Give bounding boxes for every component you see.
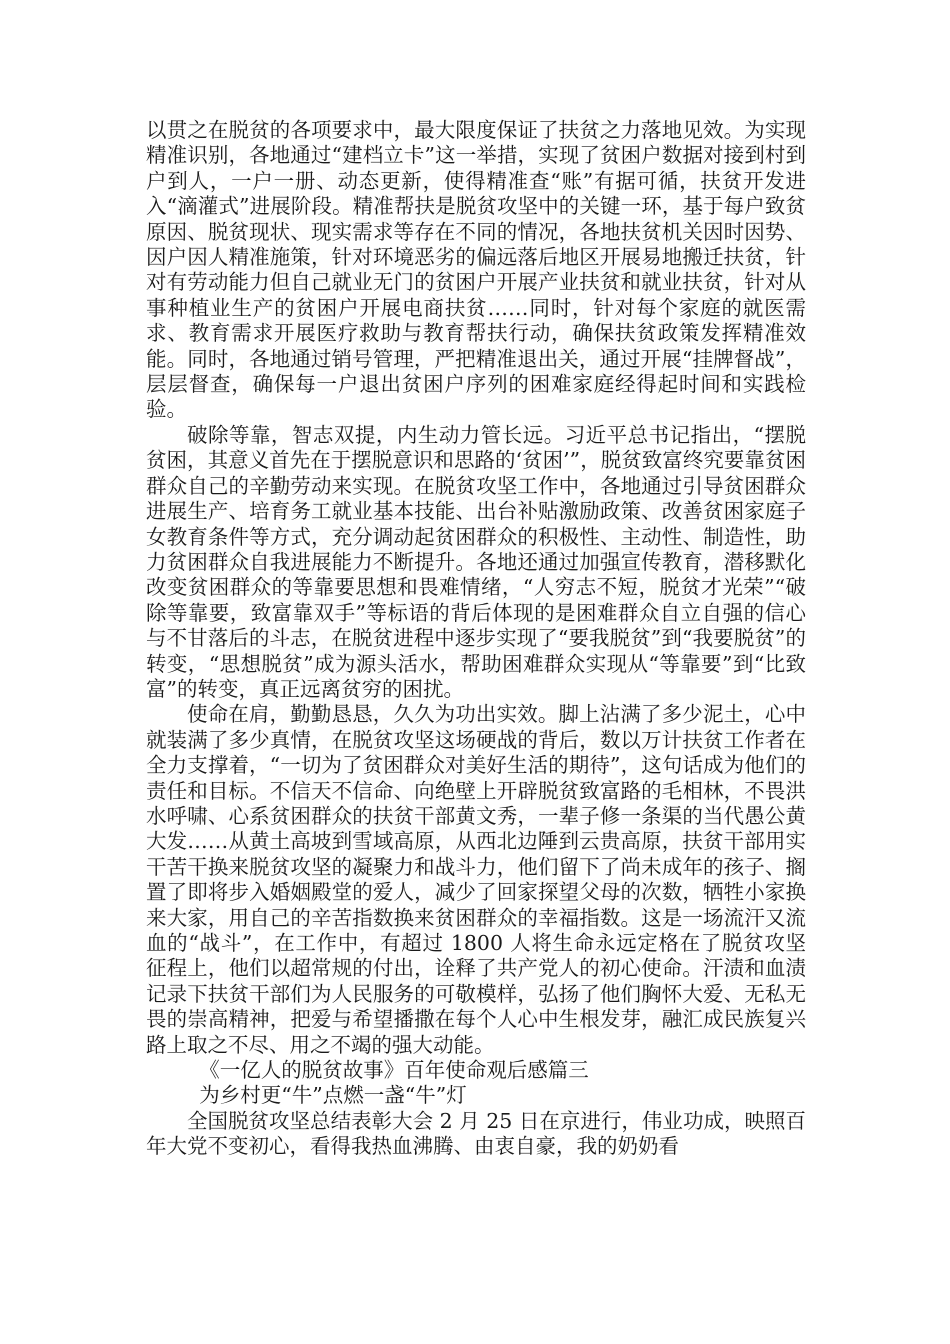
- paragraph-closing: 全国脱贫攻坚总结表彰大会 2 月 25 日在京进行，伟业功成，映照百年大党不变初心，看得我热血沸腾、由衷自豪，我的奶奶看: [146, 1108, 806, 1159]
- section-title: 《一亿人的脱贫故事》百年使命观后感篇三: [199, 1058, 589, 1083]
- paragraph-mission-cadres: 使命在肩，勤勤恳恳，久久为功出实效。脚上沾满了多少泥土，心中就装满了多少真情，在脱贫攻坚这场硬战的背后，数以万计扶贫工作者在全力支撑着，“一切为了贫困群众对美好生活的期待”，这句话成为他们的责任和目标。不信天不信命、向绝壁上开辟脱贫致富路的毛相林，不畏洪水呼啸、心系贫困群众的扶贫干部黄文秀，一辈子修一条渠的当代愚公黄大发……从黄土高坡到雪域高原，从西北边陲到云贵高原，扶贫干部用实干苦干换来脱贫攻坚的凝聚力和战斗力，他们留下了尚未成年的孩子、搁置了即将步入婚姻殿堂的爱人，减少了回家探望父母的次数，牺牲小家换来大家，用自己的辛苦指数换来贫困群众的幸福指数。这是一场流汗又流血的“战斗”，在工作中，有超过 1800 人将生命永远定格在了脱贫攻坚征程上，他们以超常规的付出，诠释了共产党人的初心使命。汗渍和血渍记录下扶贫干部们为人民服务的可敬模样，弘扬了他们胸怀大爱、无私无畏的崇高精神，把爱与希望播撒在每个人心中生根发芽，融汇成民族复兴路上取之不尽、用之不竭的强大动能。: [146, 702, 806, 1057]
- paragraph-inner-motivation: 破除等靠，智志双提，内生动力管长远。习近平总书记指出，“摆脱贫困，其意义首先在于摆脱意识和思路的‘贫困’”，脱贫致富终究要靠贫困群众自己的辛勤劳动来实现。在脱贫攻坚工作中，各地通过引导贫困群众进展生产、培育务工就业基本技能、出台补贴激励政策、改善贫困家庭子女教育条件等方式，充分调动起贫困群众的积极性、主动性、制造性，助力贫困群众自我进展能力不断提升。各地还通过加强宣传教育，潜移默化改变贫困群众的等靠要思想和畏难情绪，“人穷志不短，脱贫才光荣”“破除等靠要，致富靠双手”等标语的背后体现的是困难群众自立自强的信心与不甘落后的斗志，在脱贫进程中逐步实现了“要我脱贫”到“我要脱贫”的转变，“思想脱贫”成为源头活水，帮助困难群众实现从“等靠要”到“比致富”的转变，真正远离贫穷的困扰。: [146, 422, 806, 701]
- paragraph-precision-poverty-alleviation: 以贯之在脱贫的各项要求中，最大限度保证了扶贫之力落地见效。为实现精准识别，各地通过“建档立卡”这一举措，实现了贫困户数据对接到村到户到人，一户一册、动态更新，使得精准查“账”有据可循，扶贫开发进入“滴灌式”进展阶段。精准帮扶是脱贫攻坚中的关键一环，基于每户致贫原因、脱贫现状、现实需求等存在不同的情况，各地扶贫机关因时因势、因户因人精准施策，针对环境恶劣的偏远落后地区开展易地搬迁扶贫，针对有劳动能力但自己就业无门的贫困户开展产业扶贫和就业扶贫，针对从事种植业生产的贫困户开展电商扶贫……同时，针对每个家庭的就医需求、教育需求开展医疗救助与教育帮扶行动，确保扶贫政策发挥精准效能。同时，各地通过销号管理，严把精准退出关，通过开展“挂牌督战”，层层督查，确保每一户退出贫困户序列的困难家庭经得起时间和实践检验。: [146, 118, 806, 422]
- document-body: [146, 118, 806, 1160]
- section-subtitle: 为乡村更“牛”点燃一盏“牛”灯: [199, 1083, 467, 1108]
